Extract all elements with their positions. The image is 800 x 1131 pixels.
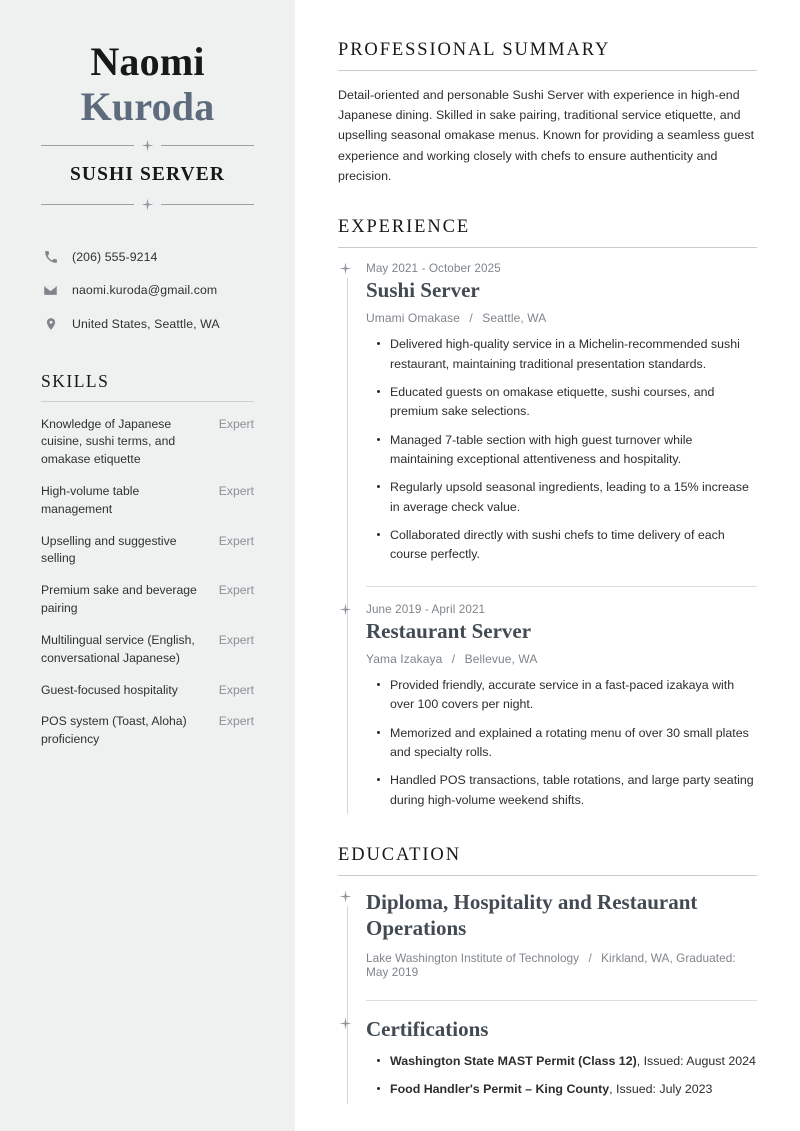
- skill-item: [41, 713, 254, 749]
- sparkle-icon: [141, 139, 154, 152]
- experience-section: [338, 217, 757, 814]
- experience-location: Bellevue, WA: [464, 651, 538, 666]
- skill-name: POS system (Toast, Aloha) proficiency: [41, 714, 187, 747]
- experience-location: Seattle, WA: [482, 311, 547, 326]
- skill-level: Expert: [218, 583, 254, 598]
- skill-item: [41, 582, 254, 618]
- skill-item: [41, 682, 254, 700]
- professional-summary-section: [338, 40, 757, 186]
- entry-separator: [366, 586, 757, 587]
- divider-line-right: [161, 145, 254, 146]
- experience-meta: [366, 652, 757, 666]
- skill-level: Expert: [218, 416, 254, 431]
- sparkle-icon: [339, 603, 352, 616]
- divider-line-left: [41, 145, 134, 146]
- experience-meta: [366, 311, 757, 325]
- sparkle-icon: [339, 262, 352, 275]
- first-name: Naomi: [90, 39, 205, 84]
- divider-line-left: [41, 204, 134, 205]
- skill-name: Multilingual service (English, conversational Japanese): [41, 632, 195, 665]
- education-heading: EDUCATION: [338, 844, 461, 865]
- last-name: Kuroda: [80, 83, 215, 129]
- skill-item: [41, 416, 254, 469]
- experience-bullets: [366, 335, 757, 564]
- entry-separator: [366, 1000, 757, 1001]
- envelope-icon: [41, 283, 60, 298]
- education-meta: [366, 951, 757, 979]
- education-section: [338, 845, 757, 1104]
- bullet-item: Delivered high-quality service in a Michelin-recommended sushi restaurant, maintaining traditional presentation standards.: [390, 335, 757, 374]
- skill-item: [41, 533, 254, 569]
- skill-name: Guest-focused hospitality: [41, 682, 178, 697]
- education-degree: Diploma, Hospitality and Restaurant Operations: [366, 889, 698, 940]
- skill-item: [41, 632, 254, 668]
- summary-rule: [338, 70, 757, 71]
- bullet-item: Memorized and explained a rotating menu of over 30 small plates and specialty rolls.: [390, 724, 757, 763]
- bullet-item: Managed 7-table section with high guest turnover while maintaining exceptional attentiveness and hospitality.: [390, 431, 757, 470]
- experience-bullets: [366, 676, 757, 810]
- certification-detail: , Issued: August 2024: [636, 1053, 756, 1068]
- divider-bottom: [41, 198, 254, 211]
- experience-entry: [366, 262, 757, 569]
- experience-company: Yama Izakaya: [366, 651, 443, 666]
- education-rule: [338, 875, 757, 876]
- divider-top: [41, 139, 254, 152]
- skill-name: Upselling and suggestive selling: [41, 533, 177, 566]
- experience-company: Umami Omakase: [366, 311, 460, 326]
- certification-name: Food Handler's Permit – King County: [390, 1082, 610, 1097]
- meta-separator: /: [588, 950, 592, 965]
- meta-separator: /: [451, 651, 456, 666]
- bullet-item: Regularly upsold seasonal ingredients, leading to a 15% increase in average check value.: [390, 478, 757, 517]
- bullet-item: Educated guests on omakase etiquette, sushi courses, and premium sake selections.: [390, 383, 757, 422]
- sparkle-icon: [339, 890, 352, 903]
- bullet-item: Provided friendly, accurate service in a fast-paced izakaya with over 100 covers per night.: [390, 676, 757, 715]
- summary-text: Detail-oriented and personable Sushi Server with experience in high-end Japanese dining. Skilled in sake pairing, traditional service etiquette, and upselling seasonal omakase menus. Known for providing a seamless guest experience and working closely with chefs to ensure authenticity and precision.: [338, 88, 755, 183]
- experience-date: June 2019 - April 2021: [366, 602, 486, 616]
- education-timeline: [338, 890, 757, 1104]
- skill-name: Premium sake and beverage pairing: [41, 583, 197, 616]
- phone-text: (206) 555-9214: [72, 249, 158, 264]
- email-text: naomi.kuroda@gmail.com: [72, 283, 218, 298]
- skill-name: Knowledge of Japanese cuisine, sushi terms, and omakase etiquette: [41, 416, 176, 467]
- sparkle-icon: [339, 1017, 352, 1030]
- certification-item: [390, 1080, 757, 1099]
- skill-level: Expert: [218, 632, 254, 647]
- certifications-title: Certifications: [366, 1016, 489, 1041]
- experience-timeline: [338, 262, 757, 814]
- meta-separator: /: [469, 311, 473, 326]
- experience-title: Sushi Server: [366, 278, 480, 303]
- location-pin-icon: [41, 317, 60, 331]
- skill-level: Expert: [218, 682, 254, 697]
- bullet-item: Collaborated directly with sushi chefs to time delivery of each course perfectly.: [390, 526, 757, 565]
- sidebar: [0, 0, 295, 1131]
- sparkle-icon: [141, 198, 154, 211]
- certification-detail: , Issued: July 2023: [609, 1082, 713, 1097]
- skill-level: Expert: [218, 533, 254, 548]
- certification-item: [390, 1052, 757, 1071]
- experience-rule: [338, 247, 757, 248]
- phone-icon: [41, 250, 60, 264]
- education-details: Kirkland, WA, Graduated: May 2019: [366, 950, 736, 979]
- timeline-line: [347, 906, 348, 1104]
- experience-heading: EXPERIENCE: [338, 217, 471, 238]
- bullet-item: Handled POS transactions, table rotations, and large party seating during high-volume weekend shifts.: [390, 771, 757, 810]
- divider-line-right: [161, 204, 254, 205]
- experience-date: May 2021 - October 2025: [366, 262, 501, 276]
- main-content: [295, 0, 800, 1131]
- education-school: Lake Washington Institute of Technology: [366, 950, 580, 965]
- certifications-list: [366, 1052, 757, 1100]
- certification-name: Washington State MAST Permit (Class 12): [390, 1053, 637, 1068]
- skill-level: Expert: [218, 484, 254, 499]
- education-entry: [366, 890, 757, 983]
- contact-location[interactable]: [41, 317, 254, 331]
- contact-phone[interactable]: [41, 250, 254, 264]
- contact-list: [41, 250, 254, 331]
- skill-level: Expert: [218, 714, 254, 729]
- skills-heading: SKILLS: [41, 370, 110, 391]
- skills-section: [41, 371, 254, 749]
- job-title: SUSHI SERVER: [69, 163, 226, 185]
- certifications-entry: [366, 1017, 757, 1104]
- name-block: [41, 40, 254, 211]
- skill-name: High-volume table management: [41, 484, 140, 516]
- skills-rule: [41, 401, 254, 402]
- timeline-line: [347, 278, 348, 814]
- skill-item: [41, 483, 254, 519]
- location-text: United States, Seattle, WA: [72, 316, 220, 331]
- experience-title: Restaurant Server: [366, 618, 532, 643]
- summary-heading: PROFESSIONAL SUMMARY: [338, 40, 611, 60]
- contact-email[interactable]: [41, 283, 254, 298]
- experience-entry: [366, 603, 757, 814]
